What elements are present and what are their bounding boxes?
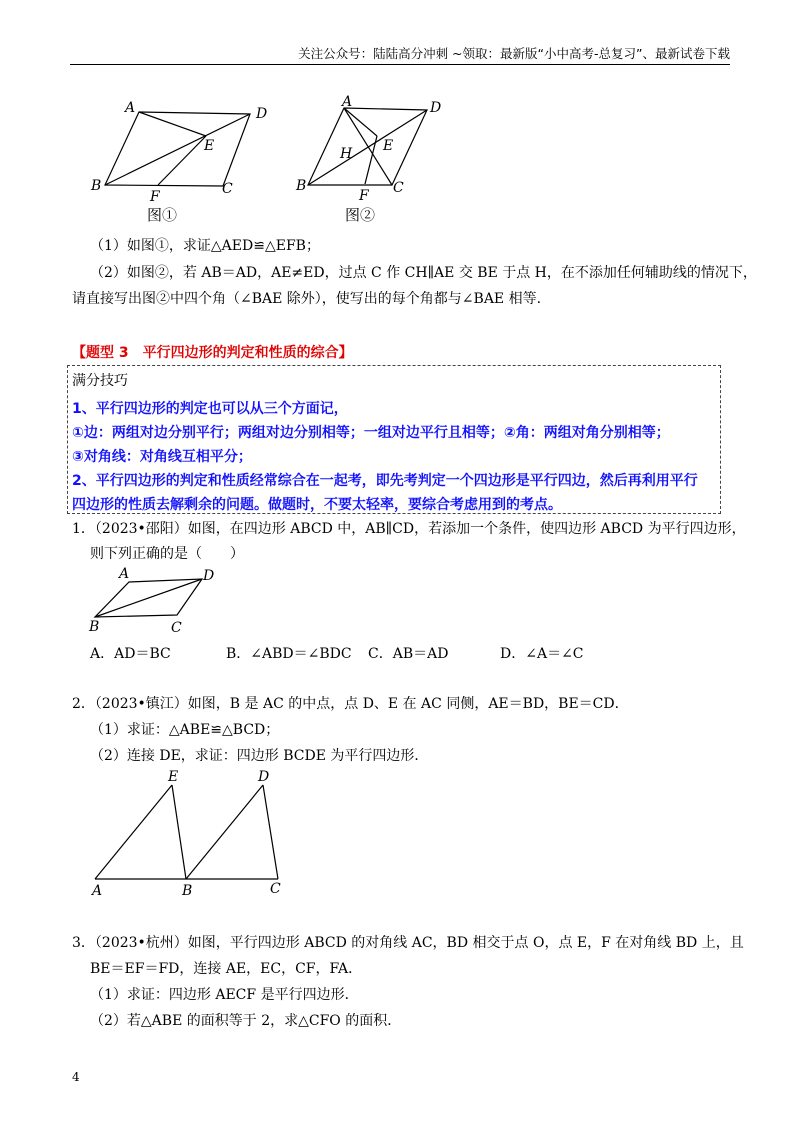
fig1-label-C: C (222, 181, 233, 197)
fig2-label-E: E (383, 138, 394, 154)
fig2-label-A: A (342, 94, 353, 110)
tips-line-2: ①边：两组对边分别平行；两组对边分别相等；一组对边平行且相等；②角：两组对角分别相等； (72, 425, 670, 441)
p2-label-C: C (270, 881, 281, 897)
tips-line-3: ③对角线：对角线互相平分； (72, 449, 252, 465)
tips-title: 满分技巧 (72, 373, 128, 389)
page-header: 关注公众号：陆陆高分冲刺 ~领取：最新版“小中高考-总复习”、最新试卷下载 (298, 46, 730, 61)
section-title: 【题型 3 平行四边形的判定和性质的综合】 (72, 345, 353, 361)
fig2-caption: 图② (345, 206, 376, 224)
p2-label-E: E (168, 769, 179, 785)
p3-line2: BE＝EF＝FD，连接 AE，EC，CF，FA． (90, 961, 363, 977)
fig2-label-B: B (296, 178, 307, 194)
fig1-caption: 图① (147, 206, 178, 224)
p2-q1: （1）求证：△ABE≌△BCD； (90, 722, 280, 738)
p1-figure (85, 562, 225, 637)
p1-line2: 则下列正确的是（ ） (90, 546, 244, 562)
p2-label-A: A (92, 883, 103, 899)
fig1-label-F: F (150, 189, 160, 205)
p1-label-A: A (119, 566, 130, 582)
tips-line-4: 2、平行四边形的判定和性质经常综合在一起考，即先考判定一个四边形是平行四边，然后再利用平行 (72, 473, 698, 489)
prev-q2-line1: （2）如图②，若 AB＝AD，AE≠ED，过点 C 作 CH∥AE 交 BE 于点 H，在不添加任何辅助线的情况下， (90, 265, 757, 281)
p1-option-a: A．AD＝BC (90, 646, 171, 662)
p1-label-C: C (171, 620, 182, 636)
fig1-label-D: D (256, 106, 268, 122)
figure-1 (105, 112, 250, 186)
p2-label-D: D (258, 769, 270, 785)
fig1-label-B: B (91, 178, 102, 194)
figure-2 (308, 108, 427, 185)
p1-option-c: C．AB＝AD (368, 646, 449, 662)
p3-q1: （1）求证：四边形 AECF 是平行四边形． (90, 987, 359, 1003)
prev-q1: （1）如图①，求证△AED≌△EFB； (90, 238, 320, 254)
tips-line-1: 1、平行四边形的判定也可以从三个方面记， (72, 401, 348, 417)
p1-label-B: B (89, 619, 100, 635)
fig2-label-D: D (430, 100, 442, 116)
p1-line1: 1．（2023•邵阳）如图，在四边形 ABCD 中，AB∥CD，若添加一个条件，使四边形 ABCD 为平行四边形， (72, 521, 746, 537)
p1-label-D: D (203, 568, 215, 584)
page-number: 4 (72, 1070, 80, 1084)
p1-option-b: B．∠ABD＝∠BDC (226, 646, 352, 662)
p2-line1: 2．（2023•镇江）如图，B 是 AC 的中点，点 D、E 在 AC 同侧，AE＝BD，BE＝CD． (72, 696, 629, 712)
fig2-label-H: H (340, 146, 353, 162)
p2-figure (88, 765, 298, 900)
tips-line-5: 四边形的性质去解剩余的问题。做题时，不要太轻率，要综合考虑用到的考点。 (72, 497, 562, 513)
fig1-label-E: E (204, 138, 215, 154)
prev-q2-line2: 请直接写出图②中四个角（∠BAE 除外），使写出的每个角都与∠BAE 相等. (72, 291, 542, 307)
fig2-label-F: F (359, 188, 369, 204)
p3-line1: 3．（2023•杭州）如图，平行四边形 ABCD 的对角线 AC，BD 相交于点 O，点 E，F 在对角线 BD 上，且 (72, 935, 744, 951)
header-rule (70, 64, 730, 65)
p3-q2: （2）若△ABE 的面积等于 2，求△CFO 的面积． (90, 1013, 402, 1029)
fig2-label-C: C (393, 180, 404, 196)
fig1-label-A: A (125, 100, 136, 116)
p2-label-B: B (182, 883, 193, 899)
p1-option-d: D．∠A＝∠C (500, 646, 584, 662)
p2-q2: （2）连接 DE，求证：四边形 BCDE 为平行四边形． (90, 748, 429, 764)
figures-1-2 (80, 90, 480, 230)
